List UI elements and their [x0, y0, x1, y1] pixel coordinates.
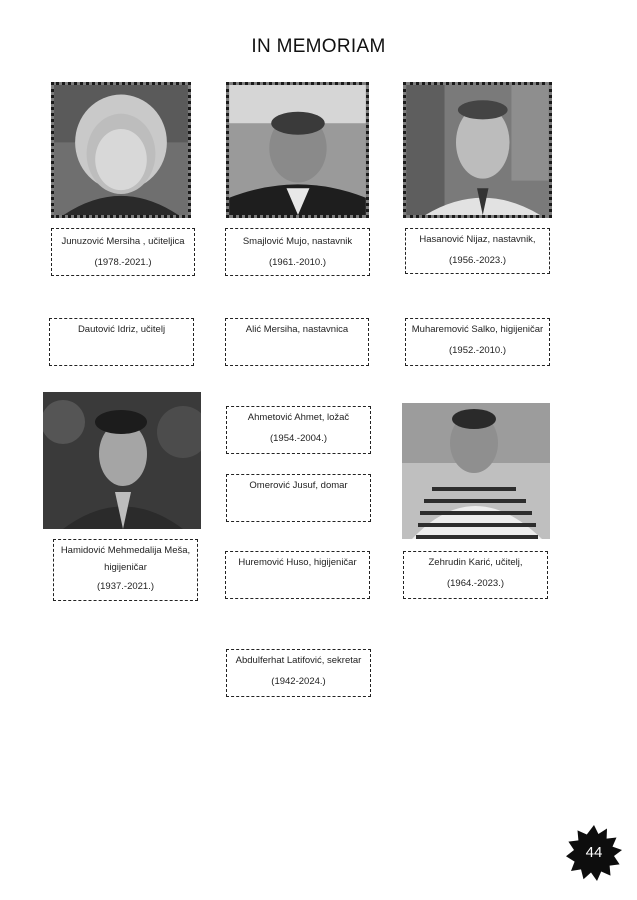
caption-smajlovic-mujo [225, 228, 370, 276]
caption-karic-zehrudin [403, 551, 548, 599]
entry-years: (1954.-2004.) [269, 433, 328, 444]
caption-omerovic-jusuf [226, 474, 371, 522]
entry-name-line2: higijeničar [104, 562, 147, 573]
photo-karic-zehrudin [402, 403, 550, 539]
entry-years: (1942-2024.) [271, 676, 326, 687]
entry-years: (1952.-2010.) [448, 345, 507, 356]
entry-name: Dautović Idriz, učitelj [77, 324, 166, 335]
photo-junuzovic-mersiha [51, 82, 191, 218]
caption-ahmetovic-ahmet [226, 406, 371, 454]
entry-name: Smajlović Mujo, nastavnik [242, 236, 353, 247]
entry-years: (1964.-2023.) [446, 578, 505, 589]
caption-huremovic-huso [225, 551, 370, 599]
entry-name-line1: Hamidović Mehmedalija Meša, [60, 545, 191, 556]
entry-name: Hasanović Nijaz, nastavnik, [419, 234, 536, 245]
entry-years: (1961.-2010.) [268, 257, 327, 268]
caption-latifovic-abdulferhat [226, 649, 371, 697]
entry-name: Junuzović Mersiha , učiteljica [61, 236, 185, 247]
caption-alic-mersiha [225, 318, 369, 366]
caption-hamidovic-mehmedalija [53, 539, 198, 601]
entry-name: Ahmetović Ahmet, ložač [247, 412, 350, 423]
entry-name: Abdulferhat Latifović, sekretar [235, 655, 362, 666]
entry-years: (1937.-2021.) [96, 581, 155, 592]
entry-name: Zehrudin Karić, učitelj, [428, 557, 523, 568]
entry-years: (1956.-2023.) [448, 255, 507, 266]
page-number-badge [566, 825, 622, 881]
photo-hasanovic-nijaz [403, 82, 552, 218]
portrait-woman-icon [54, 85, 188, 215]
portrait-man-icon [229, 85, 366, 215]
caption-muharemovic-salko [405, 318, 550, 366]
entry-years: (1978.-2021.) [94, 257, 152, 268]
caption-dautovic-idriz [49, 318, 194, 366]
portrait-man-icon [406, 85, 549, 215]
portrait-man-icon [402, 403, 550, 539]
portrait-man-icon [43, 392, 201, 529]
caption-junuzovic-mersiha [51, 228, 195, 276]
page-number: 44 [585, 844, 603, 861]
entry-name: Omerović Jusuf, domar [249, 480, 348, 491]
photo-smajlovic-mujo [226, 82, 369, 218]
entry-name: Alić Mersiha, nastavnica [245, 324, 349, 335]
entry-name: Huremović Huso, higijeničar [238, 557, 357, 568]
page-title: IN MEMORIAM [251, 36, 386, 57]
caption-hasanovic-nijaz [405, 228, 550, 274]
photo-hamidovic-mehmedalija [43, 392, 201, 529]
entry-name: Muharemović Salko, higijeničar [411, 324, 544, 335]
